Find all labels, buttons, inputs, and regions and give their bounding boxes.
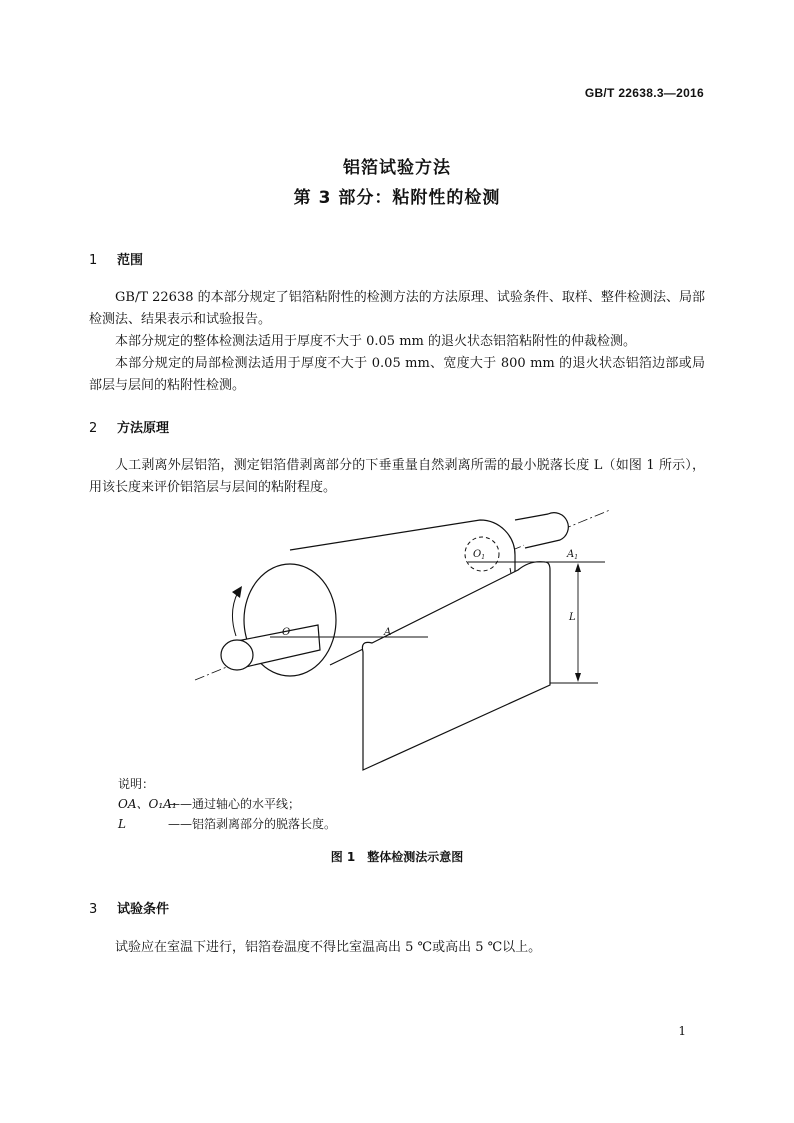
rotation-arrowhead [232,586,242,598]
label-A1: $A_1$ [567,549,579,561]
section-title: 方法原理 [117,421,170,436]
page-number: 1 [678,1024,686,1038]
shaft-front-end [221,640,253,670]
label-L: L [569,612,576,623]
figure-legend [118,774,336,834]
standard-number: GB/T 22638.3—2016 [584,86,704,100]
paragraph: 试验应在室温下进行，铝箔卷温度不得比室温高出 5 ℃或高出 5 ℃以上。 [115,940,542,955]
label-O: O [282,627,291,638]
label-O1: $O_1$ [473,549,486,561]
section-2-heading [89,417,169,436]
dimension-arrow-top [575,563,581,572]
section-title: 范围 [117,253,144,268]
legend-desc: ——铝箔剥离部分的脱落长度。 [168,817,337,831]
legend-term: L [118,817,126,831]
section-title: 试验条件 [117,902,170,917]
legend-desc: ——通过轴心的水平线； [168,797,301,811]
paragraph: 本部分规定的局部检测法适用于厚度不大于 0.05 mm、宽度大于 800 mm 的退火状态铝箔边部或局部层与层间的粘附性检测。 [89,356,705,393]
legend-term: OA、O₁A₁ [118,797,177,811]
section-3-heading [89,898,169,917]
legend-title: 说明： [118,777,155,791]
document-subtitle: 第 3 部分：粘附性的检测 [293,188,501,208]
paragraph: 人工剥离外层铝箔，测定铝箔借剥离部分的下垂重量自然剥离所需的最小脱落长度 L（如图 1 所示），用该长度来评价铝箔层与层间的粘附程度。 [89,458,705,495]
dimension-arrow-bottom [575,673,581,682]
section-number: 2 [89,421,98,436]
legend-row [118,794,336,814]
label-A: A [384,627,392,638]
section-2-body [89,455,705,499]
paragraph: GB/T 22638 的本部分规定了铝箔粘附性的检测方法的方法原理、试验条件、取样、整件检测法、局部检测法、结果表示和试验报告。 [89,290,705,327]
paragraph: 本部分规定的整体检测法适用于厚度不大于 0.05 mm 的退火状态铝箔粘附性的仲裁检测。 [115,334,636,349]
section-1-heading [89,249,143,268]
figure-caption: 图 1 整体检测法示意图 [330,850,464,864]
section-number: 1 [89,253,98,268]
section-3-body [89,937,705,959]
legend-row [118,814,336,834]
document-title: 铝箔试验方法 [343,158,451,178]
shaft-right-end [515,513,568,548]
section-1-body [89,287,705,397]
figure-1-diagram [180,505,620,780]
section-number: 3 [89,902,98,917]
rotation-arrow [232,592,238,636]
